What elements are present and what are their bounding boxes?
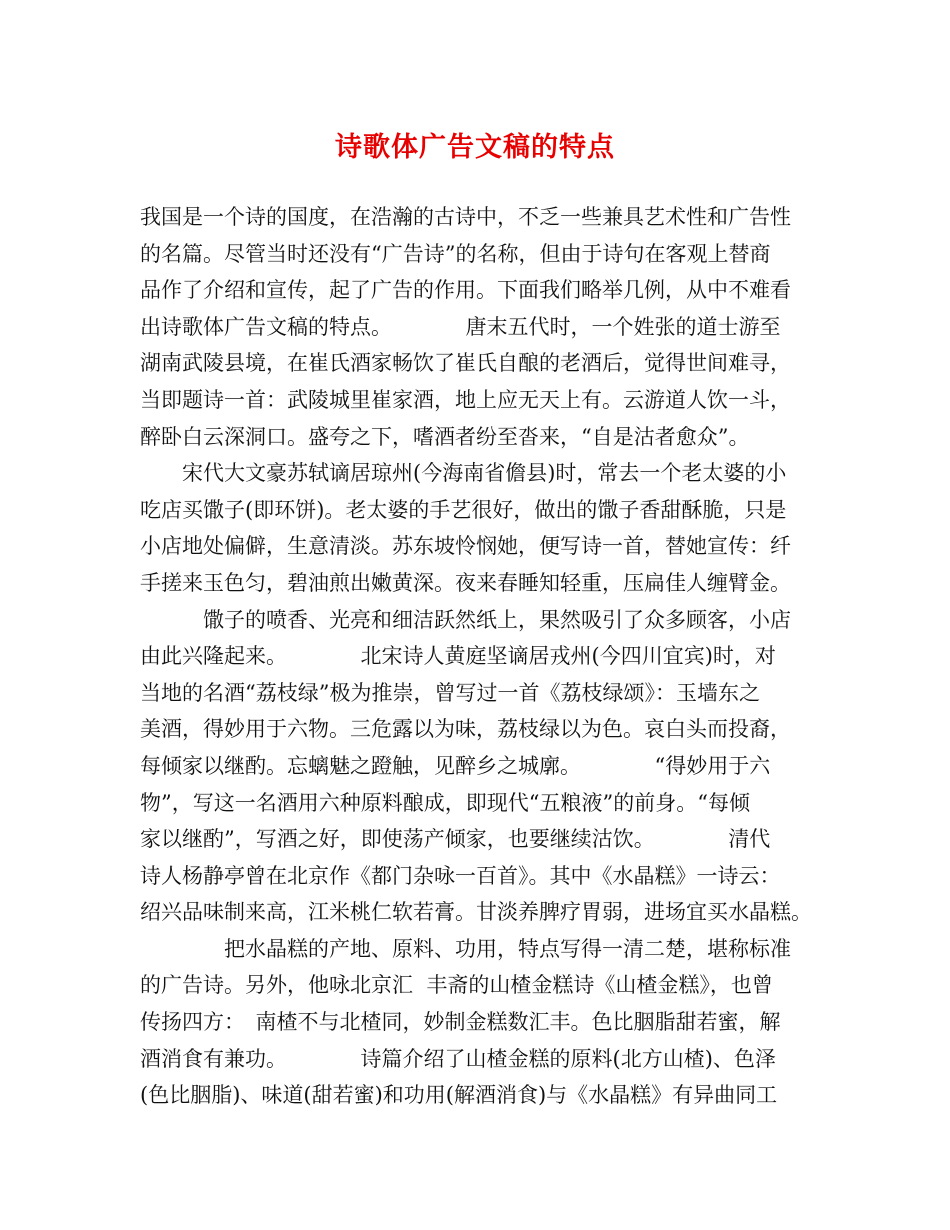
body-line: 绍兴品味制来高，江米桃仁软若膏。甘淡养脾疗胃弱，进场宜买水晶糕。: [140, 900, 812, 925]
document-body: [140, 199, 830, 1114]
body-line: 每倾家以继酌。忘螭魅之蹬触，见醉乡之城廓。 “得妙用于六: [140, 753, 771, 778]
body-line: 家以继酌”，写酒之好，即使荡产倾家，也要继续沽饮。 清代: [140, 827, 771, 852]
body-line: 吃店买馓子(即环饼)。老太婆的手艺很好，做出的馓子香甜酥脆，只是: [140, 497, 787, 522]
body-line: 当即题诗一首：武陵城里崔家酒，地上应无天上有。云游道人饮一斗，: [140, 387, 791, 412]
body-line: 品作了介绍和宣传，起了广告的作用。下面我们略举几例，从中不难看: [140, 278, 791, 303]
body-line: 我国是一个诗的国度，在浩瀚的古诗中，不乏一些兼具艺术性和广告性: [140, 205, 791, 229]
body-line: (色比胭脂)、味道(甜若蜜)和功用(解酒消食)与《水晶糕》有异曲同工: [140, 1083, 778, 1108]
body-line: 传扬四方： 南楂不与北楂同，妙制金糕数汇丰。色比胭脂甜若蜜，解: [140, 1010, 781, 1035]
body-line: 酒消食有兼功。 诗篇介绍了山楂金糕的原料(北方山楂)、色泽: [140, 1046, 776, 1071]
body-line: 醉卧白云深洞口。盛夸之下，嗜酒者纷至沓来，“自是沽者愈众”。: [140, 424, 750, 449]
body-line: 把水晶糕的产地、原料、功用，特点写得一清二楚，堪称标准: [140, 936, 791, 961]
body-line: 美酒，得妙用于六物。三危露以为味，荔枝绿以为色。哀白头而投裔，: [140, 717, 791, 742]
body-line: 当地的名酒“荔枝绿”极为推崇，曾写过一首《荔枝绿颂》：玉墙东之: [140, 680, 760, 705]
body-line: 由此兴隆起来。 北宋诗人黄庭坚谪居戎州(今四川宜宾)时，对: [140, 644, 776, 669]
body-line: 的广告诗。另外，他咏北京汇 丰斋的山楂金糕诗《山楂金糕》，也曾: [140, 973, 773, 998]
body-line: 诗人杨静亭曾在北京作《都门杂咏一百首》。其中《水晶糕》一诗云：: [140, 863, 781, 888]
document-title: 诗歌体广告文稿的特点: [335, 132, 615, 163]
body-line: 物”，写这一名酒用六种原料酿成，即现代“五粮液”的前身。“每倾: [140, 790, 750, 815]
body-line: 的名篇。尽管当时还没有“广告诗”的名称，但由于诗句在客观上替商: [140, 241, 771, 266]
body-line: 手搓来玉色匀，碧油煎出嫩黄深。夜来春睡知轻重，压扁佳人缠臂金。: [140, 570, 791, 595]
body-line: 宋代大文豪苏轼谪居琼州(今海南省儋县)时，常去一个老太婆的小: [140, 461, 787, 486]
body-line: 湖南武陵县境，在崔氏酒家畅饮了崔氏自酿的老酒后，觉得世间难寻，: [140, 351, 791, 376]
body-line: 出诗歌体广告文稿的特点。 唐末五代时，一个姓张的道士游至: [140, 314, 781, 339]
body-line: 馓子的喷香、光亮和细洁跃然纸上，果然吸引了众多顾客，小店: [140, 607, 791, 632]
body-line: 小店地处偏僻，生意清淡。苏东坡怜悯她，便写诗一首，替她宣传：纤: [140, 534, 791, 559]
